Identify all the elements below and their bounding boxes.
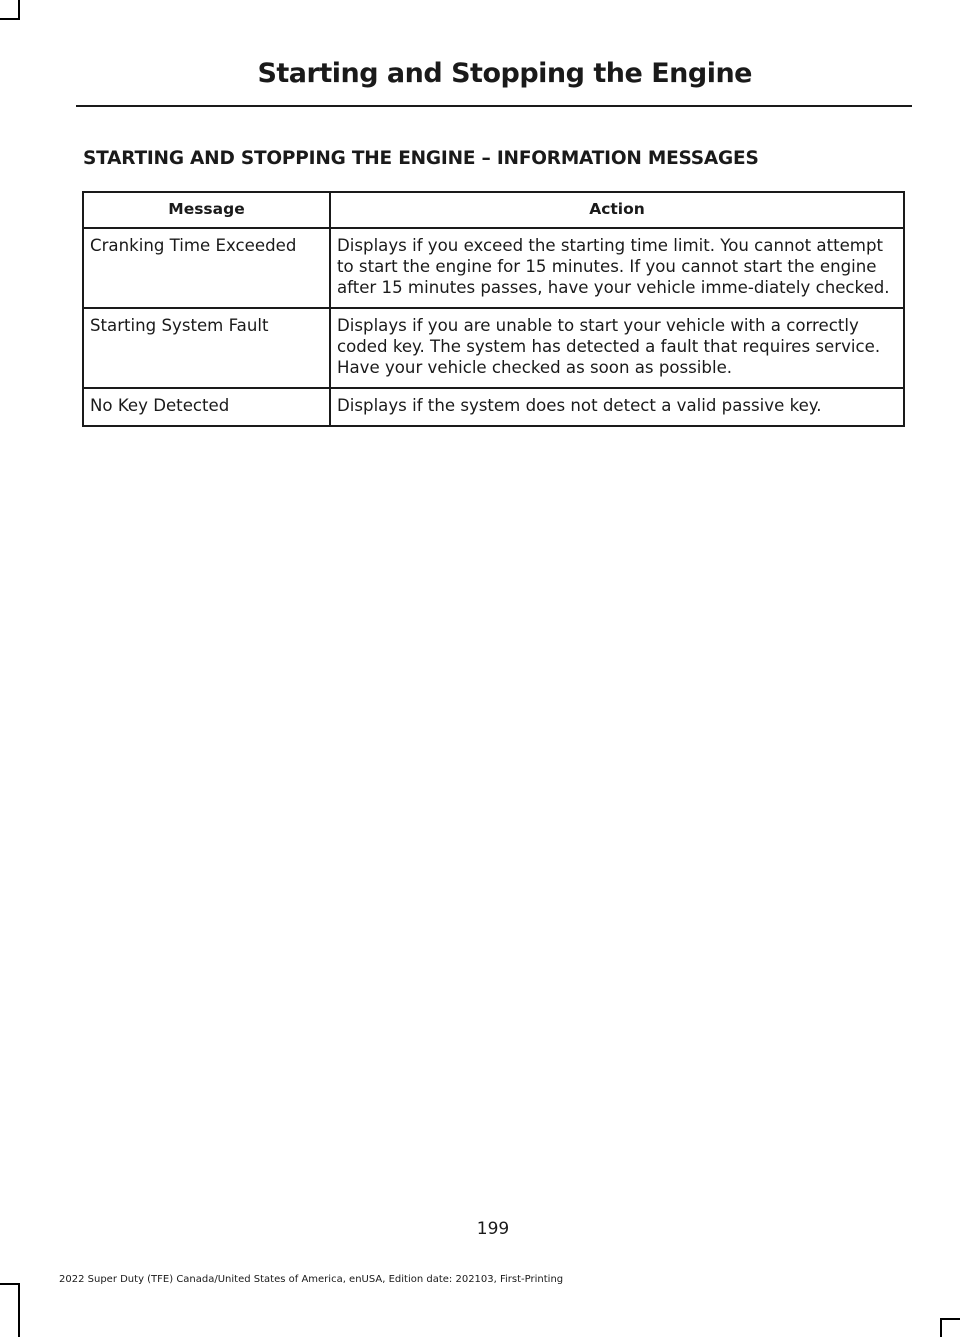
action-cell: Displays if the system does not detect a valid passive key.	[330, 388, 904, 426]
footer-edition-info: 2022 Super Duty (TFE) Canada/United States of America, enUSA, Edition date: 202103, First-Printing	[59, 1274, 564, 1285]
message-cell: Cranking Time Exceeded	[83, 228, 330, 308]
message-cell: No Key Detected	[83, 388, 330, 426]
action-cell: Displays if you exceed the starting time limit. You cannot attempt to start the engine for 15 minutes. If you cannot start the engine after 15 minutes passes, have your vehicle imme-diately checked.	[330, 228, 904, 308]
section-title: STARTING AND STOPPING THE ENGINE – INFORMATION MESSAGES	[83, 148, 759, 169]
header-action: Action	[330, 192, 904, 228]
action-cell: Displays if you are unable to start your vehicle with a correctly coded key. The system has detected a fault that requires service. Have your vehicle checked as soon as possible.	[330, 308, 904, 388]
table-header-row	[83, 192, 904, 228]
page-number: 199	[476, 1219, 510, 1239]
crop-mark-top-left-horizontal	[0, 18, 18, 20]
crop-mark-bottom-left-horizontal	[0, 1283, 18, 1285]
table-row	[83, 388, 904, 426]
information-messages-table	[82, 191, 905, 427]
header-rule	[76, 105, 912, 107]
crop-mark-bottom-left-vertical	[18, 1283, 20, 1337]
crop-mark-bottom-right-horizontal	[942, 1318, 960, 1320]
header-message: Message	[83, 192, 330, 228]
running-head: Starting and Stopping the Engine	[257, 58, 752, 89]
table-row	[83, 308, 904, 388]
message-cell: Starting System Fault	[83, 308, 330, 388]
crop-mark-bottom-right-vertical	[940, 1318, 942, 1337]
table-row	[83, 228, 904, 308]
crop-mark-top-left-vertical	[18, 0, 20, 20]
